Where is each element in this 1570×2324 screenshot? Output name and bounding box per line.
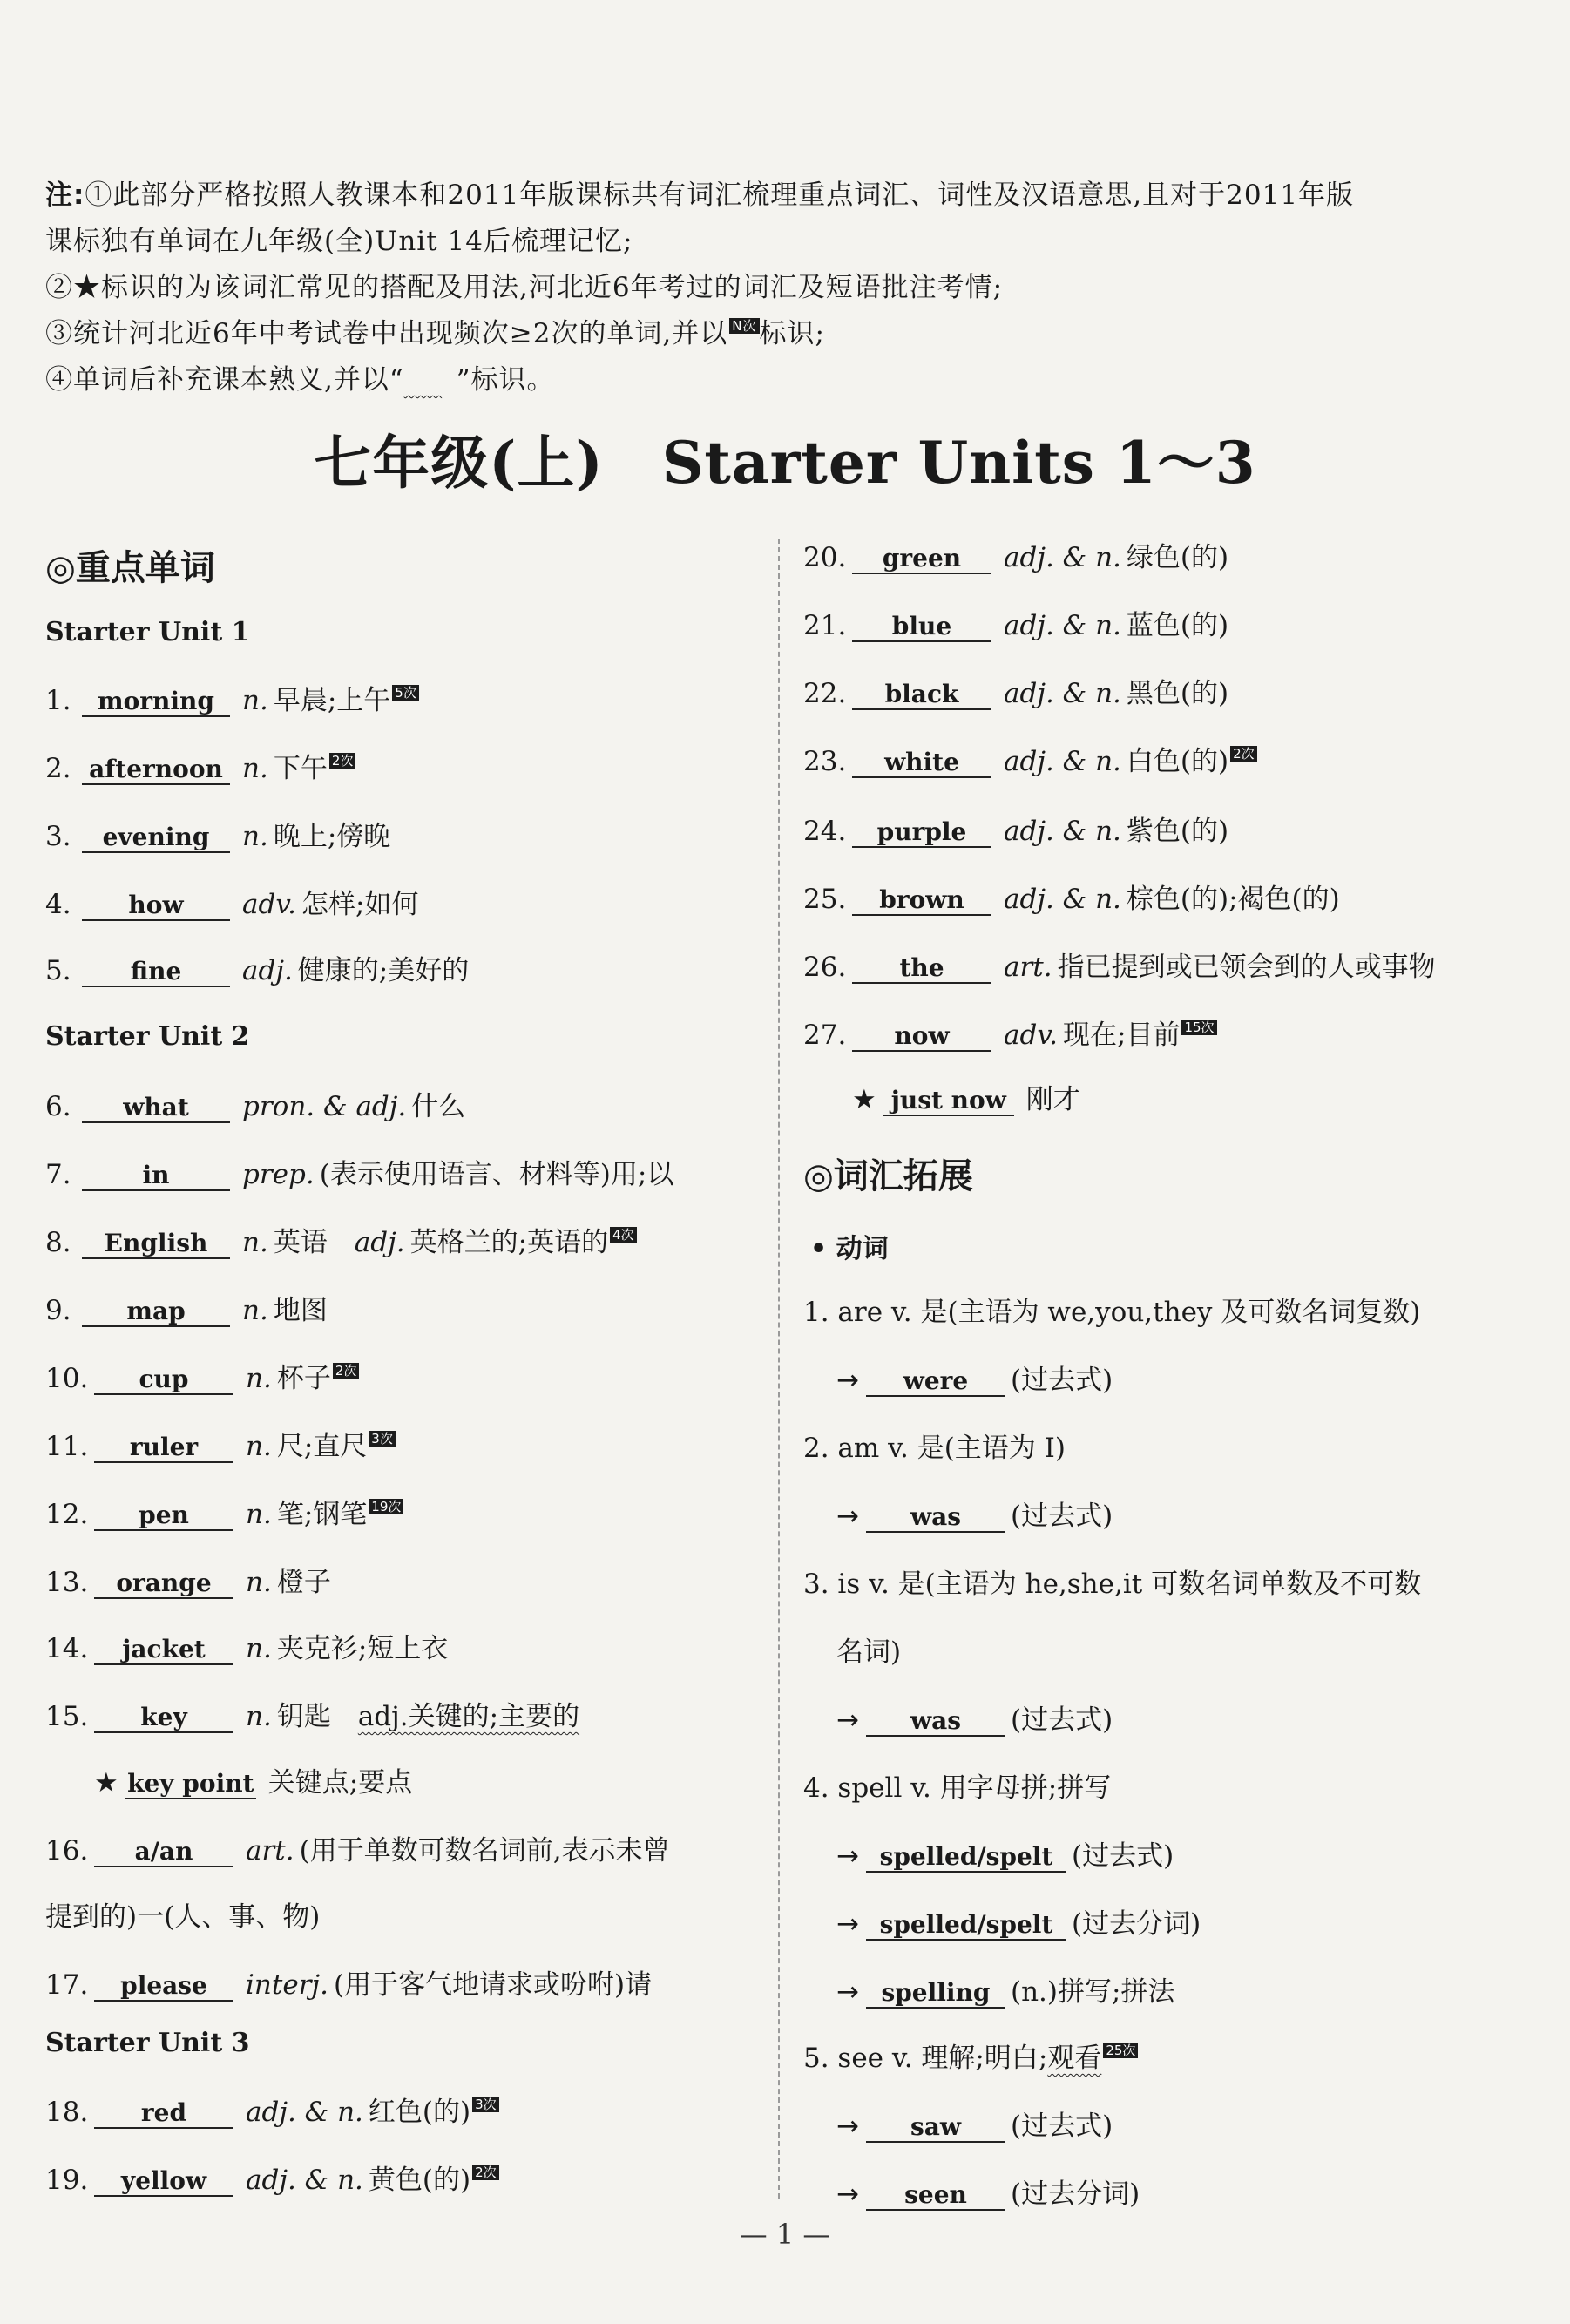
- familiar-meaning: adj.关键的;主要的: [357, 1701, 580, 1732]
- answer-word: ruler: [94, 1433, 233, 1463]
- answer-word: were: [866, 1367, 1005, 1397]
- item-number: 19.: [45, 2165, 89, 2196]
- verb-definition: 2. am v. 是(主语为 I): [803, 1433, 1066, 1464]
- answer-word: pen: [94, 1501, 233, 1531]
- meaning: 黄色(的): [368, 2165, 471, 2196]
- word-form-note: (n.)拼写;拼法: [1010, 1976, 1175, 2008]
- verb-line: [836, 1703, 1113, 1738]
- meaning: 现在;目前: [1063, 1020, 1181, 1051]
- answer-word: how: [82, 891, 230, 921]
- verb-line: [836, 1975, 1174, 2009]
- meaning: (表示使用语言、材料等)用;以: [319, 1159, 674, 1190]
- vocab-item: [803, 608, 1228, 643]
- vocab-item: [45, 1157, 673, 1192]
- vocab-item: [45, 1089, 465, 1124]
- item-number: 7.: [45, 1159, 71, 1190]
- unit-heading-3: Starter Unit 3: [45, 2028, 250, 2058]
- item-number: 24.: [803, 816, 847, 847]
- part-of-speech: adj. & n.: [1004, 746, 1121, 777]
- part-of-speech: adv.: [242, 889, 297, 920]
- answer-word: spelled/spelt: [866, 1843, 1066, 1873]
- meaning: 地图: [273, 1295, 328, 1326]
- verb-line: [836, 2109, 1113, 2144]
- vocab-item: [803, 1018, 1217, 1053]
- note-line-5: ④单词后补充课本熟义,并以“ ”标识。: [45, 357, 1526, 403]
- vocab-item: [45, 1361, 359, 1396]
- part-of-speech: adj. & n.: [1004, 884, 1121, 915]
- vocab-item: [45, 1225, 637, 1260]
- frequency-badge: 2次: [329, 753, 356, 769]
- answer-word: yellow: [94, 2167, 233, 2197]
- answer-word: morning: [82, 688, 230, 717]
- part-of-speech: adj.: [354, 1227, 405, 1258]
- verb-definition: 4. spell v. 用字母拼;拼写: [803, 1772, 1112, 1804]
- item-continuation: 提到的)一(人、事、物): [45, 1901, 321, 1933]
- meaning: 杯子: [276, 1363, 331, 1394]
- meaning: 尺;直尺: [276, 1431, 368, 1462]
- vocab-item: [45, 1497, 403, 1532]
- word-form-note: (过去式): [1010, 2111, 1113, 2142]
- familiar-meaning: 观看: [1047, 2043, 1102, 2074]
- meaning: 黑色(的): [1126, 678, 1229, 709]
- part-of-speech: adj. & n.: [1004, 678, 1121, 709]
- meaning: 健康的;美好的: [297, 955, 470, 986]
- frequency-badge: N次: [729, 318, 759, 334]
- part-of-speech: adj. & n.: [1004, 816, 1121, 847]
- part-of-speech: n.: [246, 1567, 272, 1598]
- verb-line: [836, 1499, 1113, 1534]
- star-icon: ★: [94, 1767, 118, 1799]
- item-number: 21.: [803, 610, 847, 641]
- meaning: 红色(的): [368, 2097, 471, 2128]
- answer-word: saw: [866, 2113, 1005, 2143]
- frequency-badge: 2次: [472, 2165, 499, 2180]
- item-number: 15.: [45, 1701, 89, 1732]
- note-line-3: ②★标识的为该词汇常见的搭配及用法,河北近6年考过的词汇及短语批注考情;: [45, 272, 1004, 303]
- item-number: 10.: [45, 1363, 89, 1394]
- part-of-speech: adv.: [1004, 1020, 1059, 1051]
- vocab-item: [45, 953, 469, 988]
- item-number: 16.: [45, 1835, 89, 1867]
- vocab-item: [45, 1968, 652, 2002]
- part-of-speech: adj.: [242, 955, 293, 986]
- answer-word: a/an: [94, 1838, 233, 1867]
- meaning: 橙子: [276, 1567, 331, 1598]
- item-number: 27.: [803, 1020, 847, 1051]
- item-number: 9.: [45, 1295, 71, 1326]
- verb-line: [836, 2177, 1140, 2212]
- answer-word: map: [82, 1298, 230, 1327]
- star-phrase-key-point: ★ key point 关键点;要点: [94, 1767, 413, 1799]
- item-number: 3.: [45, 821, 71, 852]
- note-line-4: ③统计河北近6年中考试卷中出现频次≥2次的单词,并以 N次标识;: [45, 318, 825, 349]
- item-number: 2.: [45, 753, 71, 784]
- vocab-item: [45, 751, 355, 786]
- frequency-badge: 25次: [1103, 2043, 1138, 2058]
- note-line-2: 课标独有单词在九年级(全)Unit 14后梳理记忆;: [45, 226, 633, 257]
- part-of-speech: adj. & n.: [1004, 542, 1121, 573]
- frequency-badge: 5次: [392, 685, 419, 701]
- item-number: 8.: [45, 1227, 71, 1258]
- vocab-item: [803, 540, 1228, 575]
- verb-definition: 名词): [836, 1636, 902, 1668]
- verb-line: [803, 1771, 1111, 1806]
- item-number: 6.: [45, 1091, 71, 1122]
- arrow-icon: →: [836, 1365, 859, 1396]
- item-number: 5.: [45, 955, 71, 986]
- part-of-speech: n.: [242, 1227, 268, 1258]
- answer-word: spelled/spelt: [866, 1911, 1066, 1941]
- part-of-speech: prep.: [242, 1159, 315, 1190]
- meaning: 英语: [273, 1227, 355, 1258]
- part-of-speech: adj. & n.: [246, 2165, 363, 2196]
- answer-word: cup: [94, 1365, 233, 1395]
- answer-word: evening: [82, 823, 230, 853]
- item-number: 18.: [45, 2097, 89, 2128]
- verb-line: [803, 1431, 1066, 1466]
- word-form-note: (过去分词): [1010, 2178, 1140, 2210]
- answer-word: was: [866, 1707, 1005, 1737]
- arrow-icon: →: [836, 1908, 859, 1940]
- part-of-speech: n.: [242, 821, 268, 852]
- verbs-heading: • 动词: [810, 1234, 889, 1264]
- item-number: 4.: [45, 889, 71, 920]
- verb-definition: 3. is v. 是(主语为 he,she,it 可数名词单数及不可数: [803, 1569, 1422, 1600]
- part-of-speech: n.: [246, 1701, 272, 1732]
- meaning: 英格兰的;英语的: [409, 1227, 609, 1258]
- arrow-icon: →: [836, 1704, 859, 1736]
- vocab-item: [45, 1565, 331, 1600]
- arrow-icon: →: [836, 1501, 859, 1532]
- answer-word: orange: [94, 1569, 233, 1599]
- item-number: 14.: [45, 1633, 89, 1664]
- meaning: 怎样;如何: [301, 889, 419, 920]
- answer-word: blue: [852, 613, 991, 642]
- meaning: 白色(的): [1126, 746, 1229, 777]
- star-phrase-just-now: ★ just now 刚才: [852, 1084, 1080, 1115]
- vocab-item: [45, 1429, 396, 1464]
- word-form-note: (过去式): [1010, 1501, 1113, 1532]
- answer-word: jacket: [94, 1636, 233, 1665]
- vocab-item: [803, 744, 1257, 779]
- section-vocab-extension: ◎词汇拓展: [803, 1156, 973, 1196]
- unit-heading-1: Starter Unit 1: [45, 617, 250, 647]
- frequency-badge: 15次: [1181, 1020, 1216, 1035]
- vocab-item: [45, 819, 390, 854]
- vocab-item: [45, 1900, 320, 1934]
- vocab-item: [45, 1833, 670, 1868]
- meaning: 夹克衫;短上衣: [276, 1633, 449, 1664]
- item-number: 23.: [803, 746, 847, 777]
- frequency-badge: 3次: [369, 1431, 396, 1447]
- unit-heading-2: Starter Unit 2: [45, 1021, 250, 1052]
- part-of-speech: n.: [242, 685, 268, 716]
- verb-definition: 5. see v. 理解;明白;: [803, 2043, 1048, 2074]
- frequency-badge: 19次: [369, 1499, 403, 1514]
- section-key-words: ◎重点单词: [45, 548, 215, 588]
- meaning: 什么: [411, 1091, 466, 1122]
- vocab-item: [803, 882, 1340, 917]
- answer-word: red: [94, 2099, 233, 2129]
- meaning: 钥匙: [276, 1701, 358, 1732]
- arrow-icon: →: [836, 2111, 859, 2142]
- verb-line: [803, 2041, 1138, 2076]
- item-number: 13.: [45, 1567, 89, 1598]
- wavy-blank: [404, 357, 457, 403]
- answer-word: now: [852, 1022, 991, 1052]
- meaning: 下午: [273, 753, 328, 784]
- word-form-note: (过去式): [1010, 1365, 1113, 1396]
- part-of-speech: art.: [1004, 952, 1052, 983]
- item-number: 26.: [803, 952, 847, 983]
- meaning: 指已提到或已领会到的人或事物: [1057, 952, 1436, 983]
- part-of-speech: n.: [246, 1499, 272, 1530]
- vocab-item: [803, 950, 1436, 985]
- part-of-speech: pron. & adj.: [242, 1091, 407, 1122]
- vocab-item: [803, 814, 1228, 849]
- star-icon: ★: [852, 1084, 876, 1115]
- vocab-item: [45, 1293, 328, 1328]
- answer-word: the: [852, 954, 991, 984]
- phrase-answer: just now: [883, 1087, 1014, 1116]
- part-of-speech: adj. & n.: [246, 2097, 363, 2128]
- item-number: 25.: [803, 884, 847, 915]
- verb-line: [836, 1839, 1174, 1873]
- part-of-speech: adj. & n.: [1004, 610, 1121, 641]
- answer-word: green: [852, 545, 991, 574]
- meaning: 棕色(的);褐色(的): [1126, 884, 1340, 915]
- meaning: 蓝色(的): [1126, 610, 1229, 641]
- answer-word: was: [866, 1503, 1005, 1533]
- page-title: 七年级(上) Starter Units 1～3: [314, 429, 1256, 497]
- item-number: 1.: [45, 685, 71, 716]
- part-of-speech: interj.: [246, 1969, 328, 2001]
- part-of-speech: art.: [246, 1835, 294, 1867]
- meaning: 晚上;傍晚: [273, 821, 391, 852]
- vocab-item: [45, 2163, 499, 2198]
- vocab-item: [803, 676, 1228, 711]
- column-divider: [778, 539, 780, 2199]
- answer-word: afternoon: [82, 755, 230, 785]
- arrow-icon: →: [836, 1976, 859, 2008]
- meaning: 紫色(的): [1126, 816, 1229, 847]
- verb-line: [803, 1567, 1421, 1602]
- answer-word: black: [852, 681, 991, 710]
- vocab-item: [45, 683, 419, 718]
- part-of-speech: n.: [242, 753, 268, 784]
- item-number: 12.: [45, 1499, 89, 1530]
- vocab-item: [45, 1699, 579, 1734]
- vocab-item: [45, 2095, 499, 2130]
- item-number: 11.: [45, 1431, 89, 1462]
- verb-definition: 1. are v. 是(主语为 we,you,they 及可数名词复数): [803, 1297, 1421, 1328]
- notes-block: [45, 173, 1526, 403]
- item-number: 17.: [45, 1969, 89, 2001]
- answer-word: English: [82, 1230, 230, 1259]
- frequency-badge: 4次: [610, 1227, 637, 1243]
- item-number: 20.: [803, 542, 847, 573]
- part-of-speech: n.: [246, 1363, 272, 1394]
- answer-word: purple: [852, 818, 991, 848]
- answer-word: please: [94, 1972, 233, 2002]
- phrase-answer: key point: [125, 1770, 256, 1799]
- arrow-icon: →: [836, 2178, 859, 2210]
- vocab-item: [45, 887, 418, 922]
- answer-word: key: [94, 1704, 233, 1733]
- answer-word: spelling: [866, 1979, 1005, 2009]
- meaning: 笔;钢笔: [276, 1499, 368, 1530]
- word-form-note: (过去式): [1010, 1704, 1113, 1736]
- answer-word: in: [82, 1162, 230, 1191]
- verb-line: [836, 1635, 901, 1670]
- verb-line: [836, 1907, 1201, 1941]
- item-number: 22.: [803, 678, 847, 709]
- answer-word: brown: [852, 886, 991, 916]
- arrow-icon: →: [836, 1840, 859, 1872]
- answer-word: seen: [866, 2181, 1005, 2211]
- answer-word: fine: [82, 958, 230, 987]
- meaning: (用于客气地请求或吩咐)请: [333, 1969, 653, 2001]
- part-of-speech: n.: [242, 1295, 268, 1326]
- part-of-speech: n.: [246, 1431, 272, 1462]
- meaning: (用于单数可数名词前,表示未曾: [299, 1835, 670, 1867]
- word-form-note: (过去式): [1071, 1840, 1174, 1872]
- page-number: — 1 —: [739, 2218, 831, 2251]
- verb-line: [803, 1295, 1420, 1330]
- vocab-item: [45, 1631, 448, 1666]
- meaning: 早晨;上午: [273, 685, 391, 716]
- word-form-note: (过去分词): [1071, 1908, 1201, 1940]
- note-line-1: 注:①此部分严格按照人教课本和2011年版课标共有词汇梳理重点词汇、词性及汉语意思,且对于2011年版: [45, 180, 1355, 211]
- frequency-badge: 2次: [333, 1363, 360, 1379]
- meaning: 绿色(的): [1126, 542, 1229, 573]
- verb-line: [836, 1363, 1113, 1398]
- frequency-badge: 3次: [472, 2097, 499, 2112]
- answer-word: what: [82, 1094, 230, 1123]
- part-of-speech: n.: [246, 1633, 272, 1664]
- frequency-badge: 2次: [1230, 746, 1257, 762]
- answer-word: white: [852, 749, 991, 778]
